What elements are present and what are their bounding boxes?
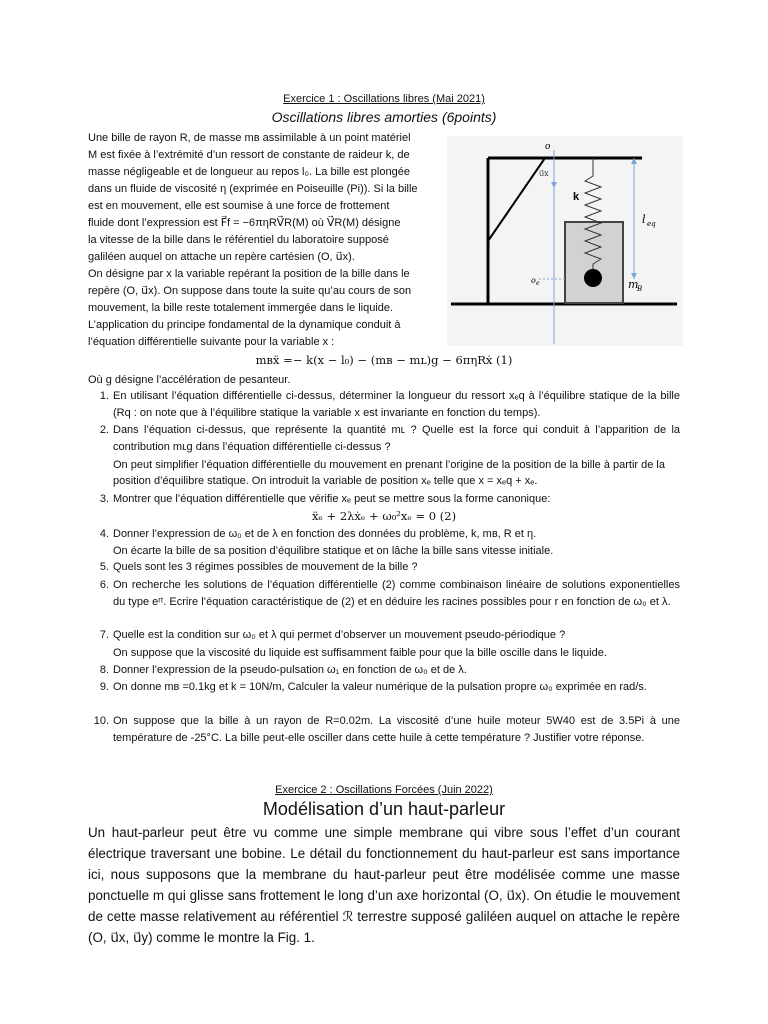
intro-line: L’application du principe fondamental de la dynamique conduit à — [88, 319, 401, 331]
intro-line: mouvement, la bille reste totalement immergée dans le liquide. — [88, 302, 394, 314]
question-text: On suppose que la bille à un rayon de R=0.02m. La viscosité d’une huile moteur 5W40 est de 3.5Pi à une température de -25°C. La bille peut-elle osciller dans cette huile à cette température ? Justifier votre réponse. — [113, 715, 680, 744]
question-8 — [99, 662, 680, 679]
ball — [584, 269, 602, 287]
question-number: 2. — [99, 424, 109, 436]
intro-line: Une bille de rayon R, de masse mʙ assimilable à un point matériel — [88, 132, 411, 144]
label-k: k — [573, 191, 580, 203]
label-oe: o — [531, 276, 536, 285]
intro-line: dans un fluide de viscosité η (exprimée en Poiseuille (Pi)). Si la bille — [88, 183, 418, 195]
exercise-2-paragraph: Un haut-parleur peut être vu comme une simple membrane qui vibre sous l’effet d’un courant électrique traversant une bobine. Le détail du fonctionnement du haut-parleur est sans importance ici, nous supposons que la membrane du haut-parleur peut être modélisée comme une masse ponctuelle m qui glisse sans frottement le long d’un axe horizontal (O, u⃗x). On étudie le mouvement de cette masse relativement au référentiel ℛ terrestre supposé galiléen auquel on attache le repère (O, u⃗x, u⃗y) comme le montre la Fig. 1. — [88, 825, 680, 945]
question-number: 8. — [99, 664, 109, 676]
intro-line: galiléen auquel on attache un repère cartésien (O, u⃗x). — [88, 251, 355, 263]
low-viscosity-note: On suppose que la viscosité du liquide est suffisamment faible pour que la bille oscille dans le liquide. — [113, 647, 607, 659]
spring-mass-diagram — [447, 136, 683, 346]
question-text: Dans l’équation ci-dessus, que représente la quantité mʟ ? Quelle est la force qui conduit à l’apparition de la contribution mʟg dans l’équation différentielle ci-dessus ? — [113, 424, 680, 453]
label-mb: m — [628, 278, 639, 291]
question-number: 7. — [99, 629, 109, 641]
exercise-1-intro — [88, 130, 440, 351]
fluid-container — [565, 222, 623, 303]
equation-1: mʙẍ =− k(x − l₀) − (mʙ − mʟ)g − 6πηRẋ (1) — [255, 353, 513, 367]
question-number: 4. — [99, 528, 109, 540]
equation-2: ẍₑ + 2λẋₑ + ω₀²xₑ = 0 (2) — [311, 509, 457, 523]
question-text: Quels sont les 3 régimes possibles de mouvement de la bille ? — [113, 561, 418, 573]
spring-mass-figure — [447, 136, 683, 346]
intro-line: est en mouvement, elle est soumise à une force de frottement — [88, 200, 390, 212]
exercise-2-title: Exercice 2 : Oscillations Forcées (Juin 2022) — [275, 784, 493, 796]
intro-line: l’équation différentielle suivante pour la variable x : — [88, 336, 335, 348]
question-9 — [99, 679, 680, 696]
question-text: Donner l’expression de la pseudo-pulsation ω₁ en fonction de ω₀ et de λ. — [113, 664, 467, 676]
label-leq: l — [642, 213, 646, 226]
question-number: 5. — [99, 561, 109, 573]
question-text: Donner l’expression de ω₀ et de λ en fonction des données du problème, k, mʙ, R et η. — [113, 528, 537, 540]
exercise-2-body — [88, 822, 680, 948]
gravity-note: Où g désigne l’accélération de pesanteur. — [88, 374, 291, 386]
question-6 — [99, 577, 680, 611]
intro-line: On désigne par x la variable repérant la position de la bille dans le — [88, 268, 410, 280]
question-number: 10. — [93, 715, 109, 727]
exercise-2-subtitle: Modélisation d’un haut-parleur — [262, 799, 506, 819]
label-origin: o — [545, 142, 551, 152]
label-oe-sub: e — [536, 280, 540, 287]
intro-line: la vitesse de la bille dans le référentiel du laboratoire supposé — [88, 234, 389, 246]
question-5 — [99, 559, 680, 576]
intro-line: fluide dont l’expression est F⃗f = −6πηRV⃗R(M) où V⃗R(M) désigne — [88, 217, 401, 229]
question-number: 1. — [99, 390, 109, 402]
question-number: 9. — [99, 681, 109, 693]
intro-variable-xe: On peut simplifier l’équation différentielle du mouvement en prenant l’origine de la position de la bille à partir de la position d’équilibre statique. On introduit la variable de position xₑ telle que x = xₑq + xₑ. — [113, 459, 665, 487]
intro-line: masse négligeable et de longueur au repos l₀. La bille est plongée — [88, 166, 410, 178]
question-10 — [93, 713, 680, 747]
question-text: Montrer que l’équation différentielle que vérifie xₑ peut se mettre sous la forme canonique: — [113, 493, 551, 505]
label-leq-sub: eq — [647, 220, 656, 228]
exercise-1-title: Exercice 1 : Oscillations libres (Mai 2021) — [283, 93, 485, 105]
release-note: On écarte la bille de sa position d’équilibre statique et on lâche la bille sans vitesse initiale. — [113, 545, 554, 557]
intro-line: repère (O, u⃗x). On suppose dans toute la suite qu’au cours de son — [88, 285, 412, 297]
question-7 — [99, 627, 680, 644]
question-text: On donne mʙ =0.1kg et k = 10N/m, Calculer la valeur numérique de la pulsation propre ω₀ exprimée en rad/s. — [113, 681, 647, 693]
question-text: On recherche les solutions de l’équation différentielle (2) comme combinaison linéaire de solutions exponentielles du type eʳᵗ. Ecrire l’équation caractéristique de (2) et en déduire les racines possibles pour r en fonction de ω₀ et λ. — [113, 579, 680, 608]
question-1 — [99, 388, 680, 422]
question-text: Quelle est la condition sur ω₀ et λ qui permet d’observer un mouvement pseudo-périodique ? — [113, 629, 566, 641]
question-number: 6. — [99, 579, 109, 591]
question-2 — [99, 422, 680, 456]
intro-line: M est fixée à l’extrémité d’un ressort de constante de raideur k, de — [88, 149, 410, 161]
question-number: 3. — [99, 493, 109, 505]
exercise-1-subtitle: Oscillations libres amorties (6points) — [271, 109, 497, 125]
label-ux: u⃗x — [539, 169, 549, 178]
question-3 — [99, 491, 680, 508]
question-text: En utilisant l’équation différentielle ci-dessus, déterminer la longueur du ressort xₑq à l’équilibre statique de la bille (Rq : on note que à l’équilibre statique la variable x est invariante en fonction du temps). — [113, 390, 680, 419]
label-mb-sub: B — [637, 285, 643, 293]
question-4 — [99, 526, 680, 543]
